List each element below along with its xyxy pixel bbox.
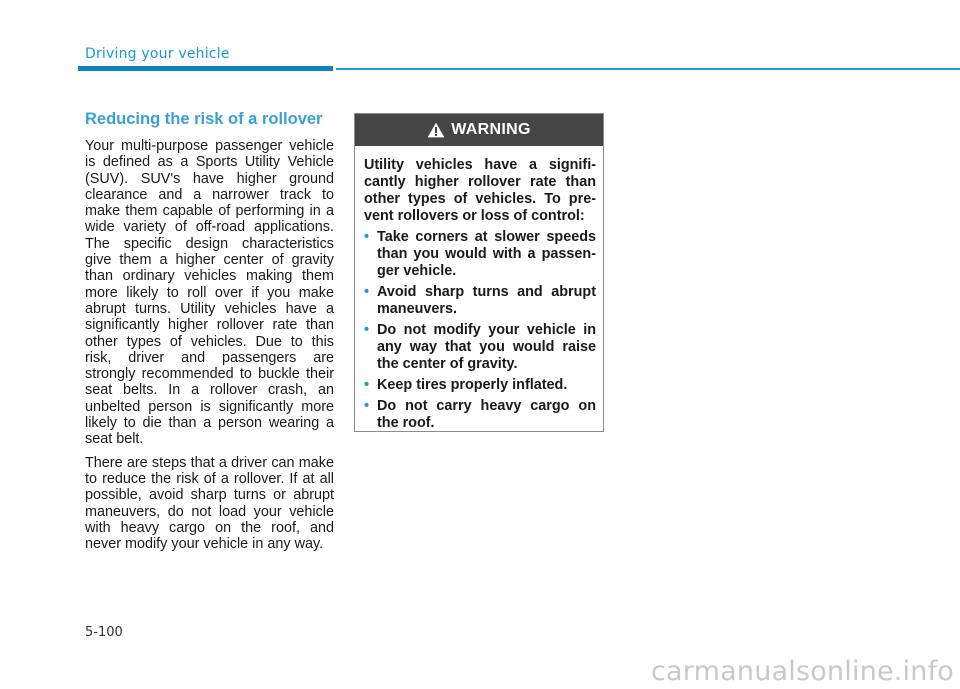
bullet-icon: • xyxy=(364,229,370,245)
bullet-icon: • xyxy=(364,377,370,393)
warning-list-item xyxy=(364,229,596,280)
warning-triangle-icon xyxy=(427,122,445,138)
warning-list-item xyxy=(364,398,596,432)
warning-label: WARNING xyxy=(451,121,531,138)
warning-header xyxy=(355,114,603,146)
header-rule-thin xyxy=(336,68,960,70)
warning-item-text: Keep tires properly inflated. xyxy=(377,377,568,393)
warning-list xyxy=(364,229,596,432)
warning-list-item xyxy=(364,284,596,318)
warning-item-text: Take corners at slower speeds than you would with a passenger vehicle. xyxy=(377,229,596,279)
warning-list-item xyxy=(364,377,596,394)
bullet-icon: • xyxy=(364,322,370,338)
warning-item-text: Do not carry heavy cargo on the roof. xyxy=(377,398,596,431)
warning-intro: Utility vehicles have a significantly higher rollover rate than other types of vehicles. To prevent rollovers or loss of control: xyxy=(364,157,596,224)
body-text-column xyxy=(85,138,334,559)
body-paragraph: There are steps that a driver can make to reduce the risk of a rollover. If at all possible, avoid sharp turns or abrupt maneuvers, do not load your vehicle with heavy cargo on the roof, and never modify your vehicle in any way. xyxy=(85,454,334,553)
warning-box xyxy=(354,113,604,432)
warning-list-item xyxy=(364,322,596,373)
header-rule-thick xyxy=(78,66,333,71)
page-number: 5-100 xyxy=(85,625,123,640)
warning-item-text: Avoid sharp turns and abrupt maneuvers. xyxy=(377,284,596,317)
bullet-icon: • xyxy=(364,398,370,414)
rollover-heading: Reducing the risk of a rollover xyxy=(85,110,323,128)
body-paragraph: Your multi-purpose passenger vehicle is defined as a Sports Utility Vehicle (SUV). SUV's have higher ground clearance and a narrower track to make them capable of performing in a wide variety of off-road applications. The specific design characteristics give them a higher center of gravity than ordinary vehicles making them more likely to roll over if you make abrupt turns. Utility vehicles have a significantly higher rollover rate than other types of vehicles. Due to this risk, driver and passengers are strongly recommended to buckle their seat belts. In a rollover crash, an unbelted person is significantly more likely to die than a person wearing a seat belt. xyxy=(85,138,334,448)
section-title: Driving your vehicle xyxy=(85,46,230,62)
warning-item-text: Do not modify your vehicle in any way that you would raise the center of gravity. xyxy=(377,322,596,372)
watermark: carmanualsonline.info xyxy=(651,656,954,687)
bullet-icon: • xyxy=(364,284,370,300)
warning-content xyxy=(355,146,603,432)
